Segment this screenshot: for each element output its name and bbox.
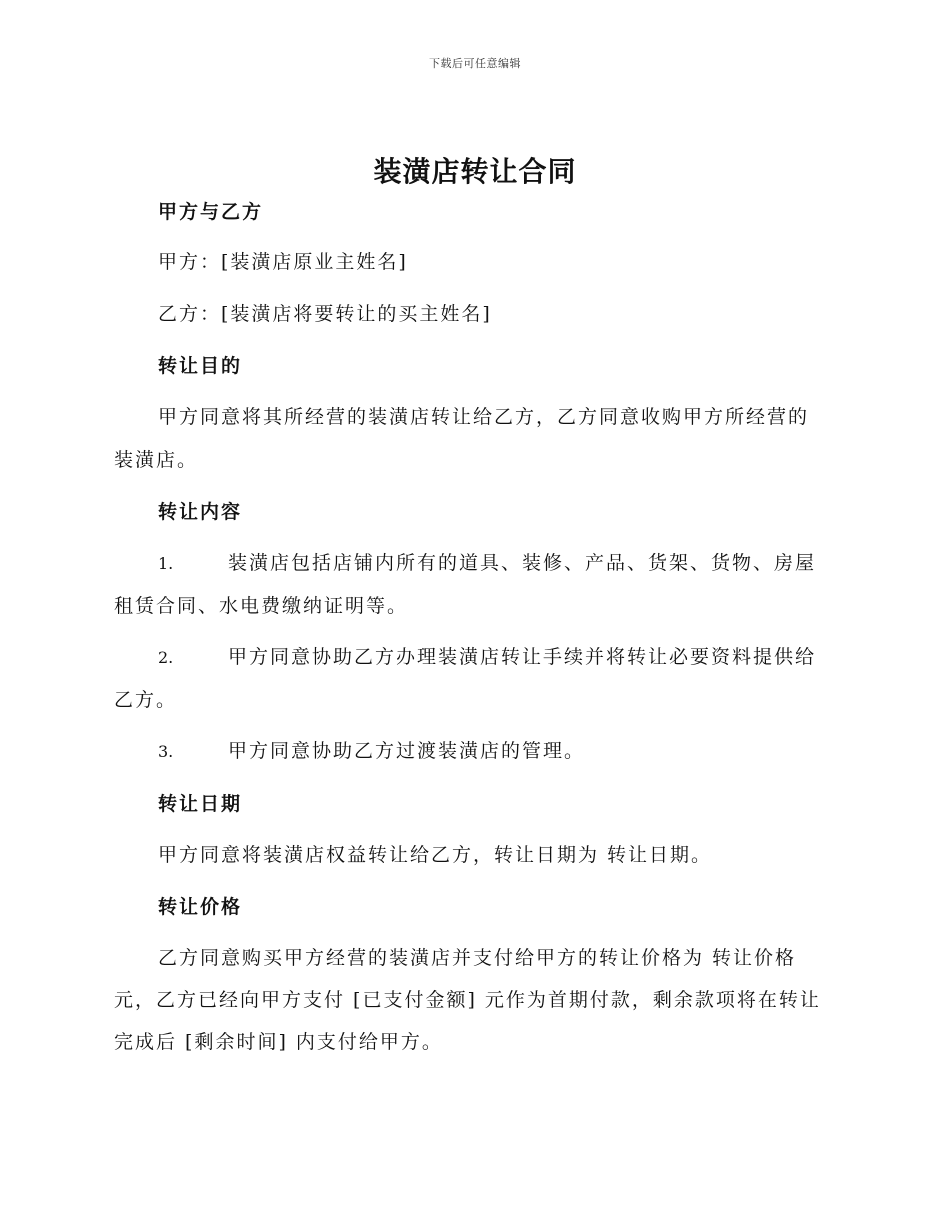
- content-item-2-continuation: 乙方。: [114, 689, 178, 711]
- content-item-1-continuation: 租赁合同、水电费缴纳证明等。: [114, 595, 409, 617]
- price-paragraph-line-2: 元，乙方已经向甲方支付 [已支付金额] 元作为首期付款，剩余款项将在转让: [114, 989, 821, 1011]
- party-b-line: 乙方：[装潢店将要转让的买主姓名]: [158, 303, 492, 325]
- list-item-text: 装潢店包括店铺内所有的道具、装修、产品、货架、货物、房屋: [228, 552, 817, 574]
- list-item-number: 2.: [158, 648, 174, 667]
- list-item-text: 甲方同意协助乙方过渡装潢店的管理。: [228, 740, 586, 762]
- purpose-paragraph-line-2: 装潢店。: [114, 449, 199, 471]
- price-paragraph-line-1: 乙方同意购买甲方经营的装潢店并支付给甲方的转让价格为 转让价格: [158, 947, 797, 969]
- content-item-1: [158, 549, 878, 578]
- party-a-line: 甲方：[装潢店原业主姓名]: [158, 251, 408, 273]
- section-heading-parties: 甲方与乙方: [158, 201, 264, 223]
- list-item-text: 甲方同意协助乙方办理装潢店转让手续并将转让必要资料提供给: [228, 646, 817, 668]
- list-item-number: 3.: [158, 742, 174, 761]
- price-paragraph-line-3: 完成后 [剩余时间] 内支付给甲方。: [114, 1031, 443, 1053]
- list-item-number: 1.: [158, 554, 174, 573]
- date-paragraph-line-1: 甲方同意将装潢店权益转让给乙方，转让日期为 转让日期。: [158, 844, 713, 866]
- section-heading-purpose: 转让目的: [158, 355, 243, 377]
- section-heading-price: 转让价格: [158, 896, 243, 918]
- content-item-3: [158, 737, 878, 766]
- section-heading-date: 转让日期: [158, 793, 243, 815]
- document-title: 装潢店转让合同: [373, 155, 577, 188]
- content-item-2: [158, 643, 878, 672]
- page-header-note: 下载后可任意编辑: [429, 57, 521, 70]
- purpose-paragraph-line-1: 甲方同意将其所经营的装潢店转让给乙方，乙方同意收购甲方所经营的: [158, 406, 810, 428]
- section-heading-content: 转让内容: [158, 501, 243, 523]
